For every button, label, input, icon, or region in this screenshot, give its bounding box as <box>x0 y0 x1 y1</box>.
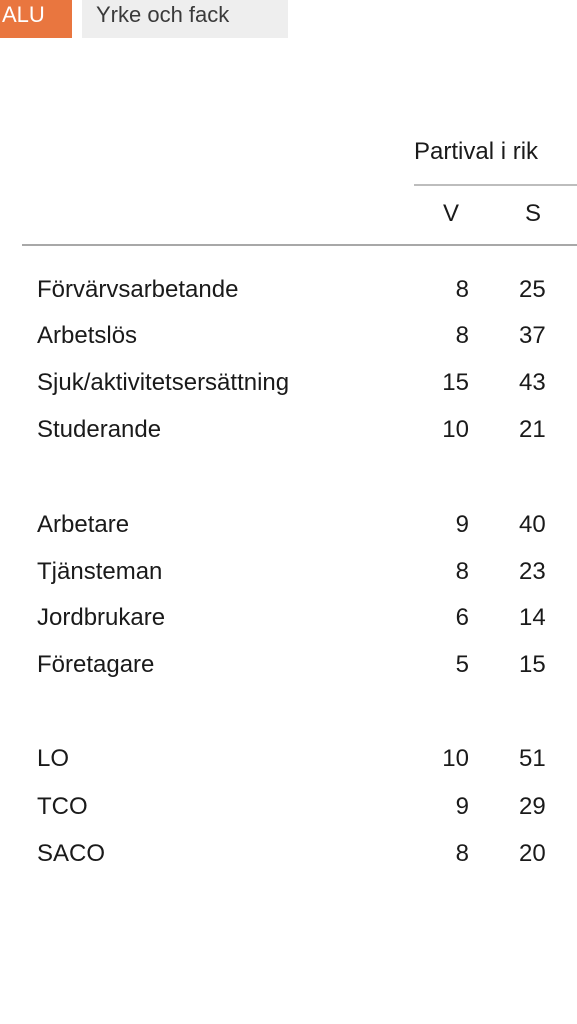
value-v: 9 <box>455 511 469 538</box>
value-s: 37 <box>519 322 546 349</box>
value-s: 14 <box>519 604 546 631</box>
column-header-v: V <box>443 200 460 227</box>
table-row <box>0 507 577 543</box>
table-row <box>0 272 577 308</box>
table-row <box>0 365 577 401</box>
row-label: TCO <box>37 793 88 820</box>
row-label: Sjuk/aktivitetsersättning <box>37 369 290 396</box>
value-v: 15 <box>442 369 469 396</box>
row-label: Studerande <box>37 416 162 443</box>
value-s: 29 <box>519 793 546 820</box>
table-row <box>0 554 577 590</box>
value-v: 10 <box>442 416 469 443</box>
row-label: SACO <box>37 840 106 867</box>
row-label: Förvärvsarbetande <box>37 276 239 303</box>
header-divider <box>22 244 577 246</box>
value-s: 40 <box>519 511 546 538</box>
table-row <box>0 412 577 448</box>
value-v: 8 <box>455 276 469 303</box>
value-s: 23 <box>519 558 546 585</box>
value-v: 9 <box>455 793 469 820</box>
row-label: Tjänsteman <box>37 558 163 585</box>
tab-bar <box>0 0 288 38</box>
column-group-divider <box>414 184 577 186</box>
row-label: LO <box>37 745 70 772</box>
value-v: 8 <box>455 840 469 867</box>
value-s: 20 <box>519 840 546 867</box>
row-label: Företagare <box>37 651 155 678</box>
table-row <box>0 741 577 777</box>
row-label: Arbetare <box>37 511 130 538</box>
value-s: 51 <box>519 745 546 772</box>
column-group-header: Partival i rik <box>414 138 539 165</box>
column-header-s: S <box>525 200 542 227</box>
tab-alu[interactable]: ALU <box>0 0 72 38</box>
value-s: 15 <box>519 651 546 678</box>
table-row <box>0 789 577 825</box>
table-row <box>0 647 577 683</box>
tab-yrke-och-fack[interactable]: Yrke och fack <box>82 0 288 38</box>
row-label: Arbetslös <box>37 322 138 349</box>
table-row <box>0 318 577 354</box>
value-v: 8 <box>455 558 469 585</box>
value-v: 8 <box>455 322 469 349</box>
value-v: 10 <box>442 745 469 772</box>
value-s: 25 <box>519 276 546 303</box>
table-row <box>0 600 577 636</box>
row-label: Jordbrukare <box>37 604 166 631</box>
value-v: 6 <box>455 604 469 631</box>
value-s: 21 <box>519 416 546 443</box>
table-row <box>0 836 577 872</box>
value-v: 5 <box>455 651 469 678</box>
value-s: 43 <box>519 369 546 396</box>
